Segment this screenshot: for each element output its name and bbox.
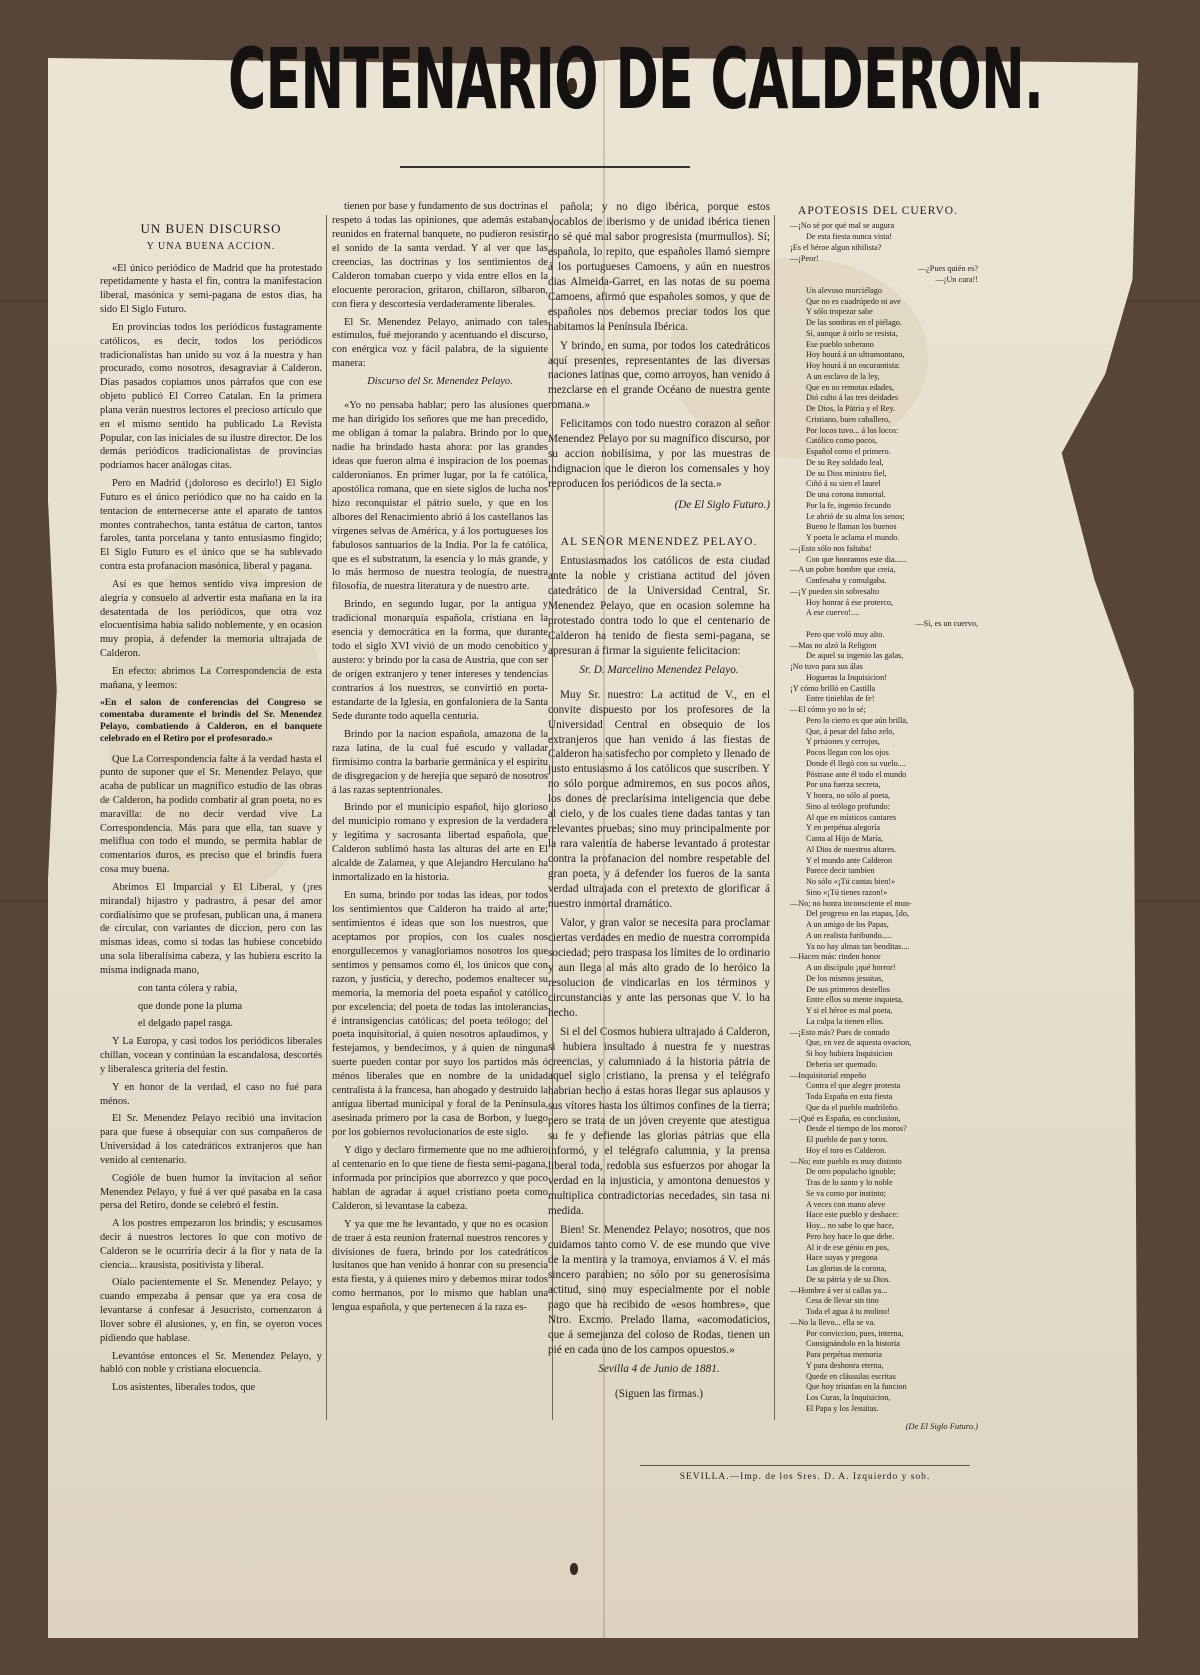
speech-heading: Discurso del Sr. Menendez Pelayo. [367, 376, 513, 388]
poem-line: Deberia ser quemado. [806, 1059, 878, 1069]
letter-heading: AL SEÑOR MENENDEZ PELAYO. [560, 536, 758, 549]
poem-line: —¡Esto sólo nos faltaba! [790, 543, 872, 553]
poem-line: Confesaba y comulgaba. [806, 576, 887, 586]
poem-line: Hace este pueblo y deshace: [806, 1210, 899, 1220]
poem-line: Canta al Hijo de María, [806, 834, 884, 844]
poem-line: Al Dios de nuestros altares. [806, 844, 897, 854]
page-title: CENTENARIO DE CALDERON. [228, 30, 1044, 128]
verse-line: el delgado papel rasga. [138, 1018, 233, 1030]
poem-line: Católico como pocos, [806, 436, 878, 446]
poem-line: Póstrase ante él todo el mundo [806, 769, 907, 779]
paragraph: Que La Correspondencia falte á la verdad hasta el punto de suponer que el Sr. Menendez Pelayo, que acaba de publicar un magnífico estudio de las obras de Calderon, ha podido combatir al gran poeta, no es maravilla: de no decir verdad vive La Correspondencia. Más para que ella, tan suave y melíflua con todo el mundo, se permita hablar de comentarios duros, es preciso que el brindis fuera cosa muy buena. [100, 753, 322, 876]
poem-line: No sólo «¡Tú cantas bien!» [806, 877, 896, 887]
paragraph: Y La Europa, y casi todos los periódicos liberales chillan, vocean y continúan la escandalosa, descortés y liberalesca gritería del festin. [100, 1036, 322, 1075]
poem-line: Por locos tuvo... á los locos: [806, 425, 899, 435]
poem-line: Bueno le llaman los buenos [806, 522, 897, 532]
quoted-note: «En el salon de conferencias del Congreso se comentaba duramente el brindis del Sr. Menendez Pelayo, combatiendo á Calderon, en el banquete celebrado en el Retiro por el profesorado.» [100, 697, 322, 744]
poem-line: La culpa la tienen ellos. [806, 1016, 884, 1026]
poem-line: Ciñó á su sien el laurel [806, 479, 881, 489]
poem-line: Para perpétua memoria [806, 1350, 882, 1360]
column-2 [332, 200, 548, 1319]
poem-line: El Papa y los Jesuitas. [806, 1403, 879, 1413]
poem-line: Tras de lo santo y lo noble [806, 1178, 893, 1188]
paragraph: Felicitamos con todo nuestro corazon al señor Menendez Pelayo por su magnífico discurso, por su accion nobilísima, y por las muestras de indignacion que le dieron los comensales y hoy reproducen los periódicos de la secta.» [548, 418, 770, 491]
paragraph: Levantóse entonces el Sr. Menendez Pelayo, y habló con noble y cristiana elocuencia. [100, 1350, 322, 1376]
paragraph: A los postres empezaron los brindis; y escusamos decir á nuestros lectores lo que con motivo de Calderon se le ocurriria decir á la flor y nata de la ciencia... krausista, positivista y liberal. [100, 1218, 322, 1271]
letter-salutation: Sr. D. Marcelino Menendez Pelayo. [579, 663, 739, 676]
poem-line: A veces con mano aleve [806, 1199, 886, 1209]
column-4 [778, 200, 978, 1448]
poem-line: —No; no honra inconsciente el mun- [790, 898, 912, 908]
paragraph: Valor, y gran valor se necesita para proclamar ciertas verdades en medio de nuestra corrompida sociedad; pero traspasa los límites de lo ordinario y aun llega al más alto grado de lo heróico la resolucion de vindicarlas en los términos y circunstancias y ante las personas que V. lo ha hecho. [548, 916, 770, 1019]
paragraph: Abrimos El Imparcial y El Liberal, y (¡res mirandal) hijastro y padrastro, á pesar del amor cordialísimo que se profesan, publican una, á manera de circular, con variantes de diccion, pero con las mismas ideas, como si todas las hubiese concebido una sola liberalísima cabeza, y las hubiera escrito la misma indignada mano, [100, 881, 322, 976]
poem-line: Si hoy hubiera Inquisicion [806, 1049, 893, 1059]
paragraph: Brindo por el municipio español, hijo glorioso del municipio romano y expresion de la verdadera y legítima y sacrosanta libertad española, que Calderon sublimó hasta las alturas del arte en El alcalde de Zalamea, y que Alejandro Herculano ha inmortalizado en la historia. [332, 802, 548, 884]
poem-line: —Mas no alzó la Religion [790, 640, 877, 650]
signatures-note: (Siguen las firmas.) [614, 1387, 704, 1400]
paragraph: En suma, brindo por todas las ideas, por todos los sentimientos que Calderon ha traido al arte; sentimientos é ideas que son los nuestros, que aceptamos por propios, con los cuales nos enorgullecemos y vanagloriamos nosotros los que sentimos y pensamos como él, los únicos que con razon, y justicia, y derecho, podemos enaltecer su memoria, la memoria del poeta español y católico por excelencia; del poeta de todas las intolerancias é intransigencias católicas; del poeta teólogo; del poeta inquisitorial, á quien nosotros aplaudimos, y festejamos, y bendecimos, y á quien de ninguna suerte pueden contar por suyo los partidos más ó ménos liberales que en nombre de la unidad centralista á la francesa, han ahogado y destruido la antigua libertad municipal y foral de la Península, asesinada primero por la casa de Borbon, y luego por los gobiernos revolucionarios de este siglo. [332, 890, 548, 1138]
poem-line: De Dios, la Pátria y el Rey. [806, 404, 896, 414]
poem-line: Y para deshonra eterna, [806, 1360, 884, 1370]
poem-line: A ese cuervo!.... [806, 608, 860, 618]
poem-line: Y prisiones y cerrojos, [806, 737, 880, 747]
article-heading: UN BUEN DISCURSO [140, 221, 282, 236]
paragraph: Si el del Cosmos hubiera ultrajado á Calderon, si hubiera insultado á nuestra fe y nuestras creencias, y calumniado á la historia pátria de aquel siglo cristiano, la prensa y el telégrafo habrian hecho á estas horas llegar sus aplausos y sus vítores hasta los últimos confines de la tierra; pero se trata de un jóven creyente que atestigua su fe y defiende las glorias pátrias que ella informó, y el telégrafo calumnia, y la prensa liberal toda, redobla sus esfuerzos por ahogar la verdad en la injusticia, y amontona denuestos y multiplica contradictorias necedades, sin tasa ni medida. [548, 1025, 770, 1218]
poem-line: De los mismos jesuitas, [806, 973, 884, 983]
poem-line: De aquel su ingenio las galas, [806, 651, 904, 661]
column-1 [100, 200, 322, 1399]
poem-line: Cesa de llevar sin tino [806, 1296, 879, 1306]
poem-line: Con que honramos este dia...... [806, 554, 907, 564]
paragraph: Brindo, en segundo lugar, por la antigua y tradicional monarquía española, cristiana en la esencia y democrática en la forma, que durante todo el siglo XVI vivió de un modo cenobítico y austero: y brindo por la casa de Austria, que con ser de orígen extranjero y tener intereses y tendencias contrarios á los nuestros, se convirtió en porta-estandarte de la Iglesia, en gonfaloniera de la Santa Sede durante todo aquella centuria. [332, 599, 548, 722]
poem-line: Entre tinieblas de fe! [806, 694, 875, 704]
letter-date: Sevilla 4 de Junio de 1881. [598, 1362, 720, 1375]
paragraph: «El único periódico de Madrid que ha protestado repetidamente y hasta el fin, contra la manifestacion liberal, masónica y semi-pagana de estos dias, ha sido El Siglo Futuro. [100, 262, 322, 316]
poem-line: El pueblo de pan y toros. [806, 1135, 888, 1145]
poem-line: De sus primeros destellos [806, 984, 890, 994]
column-rule [774, 215, 775, 1420]
poem-line: Un alevoso murciélago [806, 285, 882, 295]
paragraph: Brindo por la nacion española, amazona de la raza latina, de la cual fué escudo y valladar firmísimo contra la barbarie germánica y el espíritu de disgregacion y de herejía que separó de nosotros á las razas septentrionales. [332, 728, 548, 796]
poem-line: —¿Pues quién es? [917, 264, 978, 274]
poem-line: ¡Es el héroe algun nihilista? [790, 242, 882, 252]
poem-line: Y si el héroe es mal poeta, [806, 1006, 893, 1016]
poem-line: A un amigo de los Papas, [806, 920, 889, 930]
paragraph: «Yo no pensaba hablar; pero las alusiones que me han dirigido los señores que me han precedido, me obligan á tomar la palabra. Brindo por lo que nadie ha brindado hasta ahora: por las grandes ideas que fueron alma é inspiracion de los poemas calderonianos. En primer lugar, por la fe católica, apostólica romana, que en siete siglos de lucha nos hizo reconquistar el pátrio suelo, y que en los albores del Renacimiento abrió á los castellanos las vírgenes selvas de América, y á los portugueses los fabulosos santuarios de la India. Por la fe católica, que es el substratum, la esencia y lo más grande, y lo más hermoso de nuestra teología, de nuestra filosofía, de nuestra literatura y de nuestro arte. [332, 400, 548, 593]
poem-line: Y sólo tropezar sabe [806, 307, 873, 317]
poem-line: —No la llevo... ella se va. [790, 1317, 876, 1327]
source-credit: (De El Siglo Futuro.) [905, 1420, 978, 1431]
poem-line: Le abrió de su alma los senos; [806, 511, 905, 521]
poem-line: Desde el tiempo de los moros? [806, 1124, 907, 1134]
poem-line: Dió culto á las tres deidades [806, 393, 899, 403]
paragraph: tienen por base y fundamento de sus doctrinas el respeto á todas las opiniones, que además estaban reunidos en fraternal banquete, no pudieron resistir el sonido de la santa verdad. Y al ver que las creencias, las doctrinas y los sentimientos de Calderon tomaban cuerpo y vida entre ellos en la elocuente peroracion, gritaron, chillaron, silbaron, con fiera y descortesía verdaderamente liberales. [332, 201, 548, 310]
poem-line: Que en no remotas edades, [806, 382, 894, 392]
poem-line: —¡Un cura!! [935, 275, 978, 285]
poem-line: —¡No sé por qué mal se augura [790, 221, 895, 231]
poem-line: Que hoy triunfan en la funcion [806, 1382, 907, 1392]
paragraph: Muy Sr. nuestro: La actitud de V., en el convite dispuesto por los profesores de la Universidad Central en obsequio de los extranjeros que han venido á las fiestas de Calderon ha satisfecho por completo y llenado de justo entusiasmo á los católicos que suscriben. Y no sólo porque admiremos, en sus pocos años, los dones de preclarísima inteligencia que debe al cielo, y de los cuales tiene dadas tantas y tan relevantes pruebas; sino muy principalmente por la rara valentía de haberse levantado á protestar contra la profanacion del nombre respetable del gran poeta, y á defender los fueros de la santa verdad ultrajada con el pretexto de glorificar á nuestro inmortal dramático. [548, 688, 770, 910]
poem-line: Al que en místicos cantares [806, 812, 897, 822]
poem-line: Y poeta le aclama el mundo. [806, 533, 900, 543]
paragraph: Y ya que me he levantado, y que no es ocasion de traer á esta reunion fraternal nuestros rencores y divisiones de fuera, brindo por los catedráticos lusitanos que han venido á honrar con su presencia esta fiesta, y á quienes miro y debemos mirar todos como hermanos, por lo mismo que hablan una lengua española, y que pertenecen á la raza es- [332, 1218, 548, 1314]
poem-line: Por la fe, ingenio fecundo [806, 500, 891, 510]
poem-line: Al ir de ese génio en pos, [806, 1242, 889, 1252]
paragraph: Oíalo pacientemente el Sr. Menendez Pelayo; y cuando empezaba á pensar que ya era cosa de levantarse á confesar á Jesucristo, comenzaron á llover sobre él alusiones, y, en fin, se oyeron voces pidiendo que hablase. [100, 1277, 322, 1344]
poem-line: Del progreso en las etapas, [do, [806, 909, 909, 919]
poem-line: Por una fuerza secreta, [806, 780, 881, 790]
poem-line: Que da el pueblo madrileño. [806, 1102, 899, 1112]
article-subheading: Y UNA BUENA ACCION. [146, 240, 276, 252]
poem-line: Que no es cuadrúpedo ni ave [806, 296, 901, 306]
poem-line: Que, á pesar del falso zelo, [806, 726, 895, 736]
poem-line: Y en perpétua alegoría [806, 823, 881, 833]
poem-line: De su pátria y de su Dios. [806, 1274, 891, 1284]
poem-line: De otro populacho ignoble; [806, 1167, 896, 1177]
poem-line: ¡Y cómo brilló en Castilla [790, 683, 876, 693]
poem-line: A un discípulo ¡qué horror! [806, 963, 896, 973]
poem-line: De esta fiesta nunca vista! [806, 232, 892, 242]
poem-line: De una corona inmortal. [806, 490, 886, 500]
poem-line: —Hacen más: rinden honor [790, 952, 881, 962]
poem-line: Contra el que alegre protesta [806, 1081, 901, 1091]
poem-line: —A un pobre hombre que creia, [790, 565, 896, 575]
poem-line: —¡Y pueden sin sobresalto [790, 586, 880, 596]
poem-line: Cristiano, buen caballero, [806, 414, 891, 424]
title-rule [400, 166, 690, 168]
poem-line: Español como el primero. [806, 447, 891, 457]
poem-line: De las sombras en el piélago. [806, 318, 902, 328]
poem-line: Y el mundo ante Calderon [806, 855, 893, 865]
paragraph: Así es que hemos sentido viva impresion de alegría y consuelo al advertir esta mañana en la ira desatentada de los periódicos, que otra voz elocuentísima habia salido noblemente, y en ocasion muy propia, á defender la memoria ultrajada de Calderon. [100, 578, 322, 660]
poem-line: —Hombre á ver si callas ya... [790, 1285, 888, 1295]
poem-line: —¡Peor! [790, 253, 819, 263]
printer-imprint: SEVILLA.—Imp. de los Sres. D. A. Izquierdo y sob. [640, 1465, 970, 1482]
poem-line: Pero lo cierto es que aún brilla, [806, 715, 909, 725]
poem-line: ¡No tuvo para sus álas [790, 662, 863, 672]
poem-line: Las glorias de la corona, [806, 1264, 887, 1274]
poem-line: —Sí, es un cuervo, [915, 619, 978, 629]
poem-line: Ya no hay almas tan benditas.... [806, 941, 910, 951]
paragraph: En efecto: abrimos La Correspondencia de esta mañana, y leemos: [100, 665, 322, 691]
poem-line: Hoy hourá á un ultramontano, [806, 350, 905, 360]
paragraph: pañola; y no digo ibérica, porque estos vocablos de iberismo y de unidad ibérica tienen no sé qué mal sabor progresista (murmullos). Sí; española, lo repito, que españoles llamó siempre á los portugueses Camoens, y aún en nuestros dias Almeida-Garret, en las notas de su poema Camoens, afirmó que españoles somos, y que de españoles nos debemos preciar todos los que habitamos la Península Ibérica. [548, 201, 770, 333]
poem-line: —¡Qué es España, en conclusion, [790, 1113, 901, 1123]
poem-line: Hoy honrar á ese proterco, [806, 597, 894, 607]
poem-line: Entre ellos su mente inquieta, [806, 995, 904, 1005]
poem-line: —No; este pueblo es muy distinto [790, 1156, 902, 1166]
paragraph: Pero en Madrid (¡doloroso es decirlo!) El Siglo Futuro es el único periódico que no ha caido en la tentacion de enternecerse ante el aparato de tantos montes contrahechos, tanta estátua de carton, tantos faroles, tanta porcelana y tanto entusiasmo fingido; El Siglo Futuro es el único que se ha sublevado contra esta profanacion masónica, liberal y pagana. [100, 478, 322, 573]
poem-line: Donde él llegó con su vuelo.... [806, 758, 906, 768]
paragraph: Entusiasmados los católicos de esta ciudad ante la noble y cristiana actitud del jóven catedrático de la Universidad Central, Sr. Menendez Pelayo, que en ocasion solemne ha protestado contra todo lo que el centenario de Calderon ha tenido de fiesta semi-pagana, se apresuran á firmar la siguiente felicitacion: [548, 555, 770, 657]
column-3 [548, 200, 770, 1411]
paragraph: Y en honor de la verdad, el caso no fué para ménos. [100, 1081, 322, 1107]
paragraph: Y brindo, en suma, por todos los catedráticos aquí presentes, representantes de las diversas naciones latinas que, como arroyos, han venido á mezclarse en el grande Océano de nuestra gente romana.» [548, 339, 770, 412]
poem-body [778, 221, 978, 1414]
poem-line: —¡Esto más? Pues de contado [790, 1027, 890, 1037]
source-credit: (De El Siglo Futuro.) [674, 499, 770, 512]
poem-line: —El cómo yo no lo sé; [790, 705, 866, 715]
paragraph: Y digo y declaro firmemente que no me adhiero al centenario en lo que tiene de fiesta semi-pagana, informada por principios que aborrezco y que poco hablan de agradar á aquel cristiano poeta como Calderon, si levantase la cabeza. [332, 1144, 548, 1212]
poem-heading: APOTEOSIS DEL CUERVO. [798, 205, 958, 217]
poem-line: A un realista furibundo..... [806, 930, 892, 940]
poem-line: Ese pueblo soberano [806, 339, 874, 349]
column-rule [326, 215, 327, 1420]
poem-line: —Inquisitorial empeño [790, 1070, 867, 1080]
poem-line: Hoy el toro es Calderon. [806, 1145, 887, 1155]
poem-line: Consignándolo en la historia [806, 1339, 900, 1349]
paragraph: Los asistentes, liberales todos, que [112, 1382, 256, 1394]
verse-line: que donde pone la pluma [138, 1000, 243, 1012]
poem-line: Pero que voló muy alto. [806, 629, 885, 639]
poem-line: Sino al teólogo profundo: [806, 801, 890, 811]
poem-line: Que, en vez de aquesta ovacion, [806, 1038, 912, 1048]
poem-line: Por conviccion, pues, interna, [806, 1328, 904, 1338]
poem-line: Hoy hourá á un oscurantista: [806, 361, 901, 371]
paragraph: El Sr. Menendez Pelayo recibió una invitacion para que fuese á obsequiar con sus compañeros de Universidad á los catedráticos extranjeros que han venido al centenario. [100, 1113, 322, 1166]
poem-line: Toda el agua á tu molino! [806, 1307, 890, 1317]
poem-line: Pero hoy hace lo que debe. [806, 1231, 895, 1241]
paragraph: Bien! Sr. Menendez Pelayo; nosotros, que nos cuidamos tanto como V. de ese mundo que vive de la mentira y la tramoya, enviamos á V. el más sincero parabien; no sólo por su generosísima actitud, sino muy especialmente por el noble pago que ha recibido de «esos hombres», que Ntro. Excmo. Prelado llama, «acomodaticios, que á semejanza del coloso de Rodas, tienen un pié en cada uno de los campos opuestos.» [548, 1224, 770, 1356]
poem-line: Quede en cláusulas escritas [806, 1371, 896, 1381]
paper-hole [570, 1563, 578, 1575]
paragraph: El Sr. Menendez Pelayo, animado con tales estímulos, fué mejorando y acentuando el discurso, con enérgica voz y fácil palabra, de la siguiente manera: [332, 316, 548, 370]
poem-line: Hogueras la Inquisicion! [806, 672, 887, 682]
poem-line: Se va como por instinto; [806, 1188, 887, 1198]
poem-line: Pocos llegan con los ojos [806, 748, 889, 758]
poem-line: Parece decir tambien [806, 866, 875, 876]
poem-line: Sino «¡Tú tienes razon!» [806, 887, 888, 897]
poem-line: Hace suyas y pregona [806, 1253, 878, 1263]
poem-line: De su Rey soldado leal, [806, 457, 884, 467]
poem-line: Los Curas, la Inquisicion, [806, 1393, 891, 1403]
poem-line: Y honra, no sólo al poeta, [806, 791, 891, 801]
paragraph: En provincias todos los periódicos fustagramente católicos, es decir, todos los periódicos tradicionalistas han unido su voz á la nuestra y han procurado, como nosotros, desagraviar á Calderon. Dias pasados copiamos unos párrafos que con ese objeto publicó El Correo Catalan. En la primera plana verán nuestros lectores el precioso artículo que en el mismo sentido ha publicado La Revista Popular, con las iniciales de su ilustre director. De los demás periódicos tradicionalistas de provincias podríamos hacer análogas citas. [100, 321, 322, 472]
poem-line: A un esclavo de la ley, [806, 371, 880, 381]
verse-line: con tanta cólera y rabia, [138, 982, 238, 994]
poem-line: Hoy... no sabe lo que hace, [806, 1221, 894, 1231]
poem-line: De su Dios ministro fiel, [806, 468, 887, 478]
poem-line: Toda España en esta fiesta [806, 1092, 893, 1102]
poem-line: Sí, aunque á oirlo se resista, [806, 328, 898, 338]
paragraph: Cogióle de buen humor la invitacion al señor Menendez Pelayo, y fué á ver qué pasaba en la casa persa del Retiro, donde se celebró el festin. [100, 1172, 322, 1212]
